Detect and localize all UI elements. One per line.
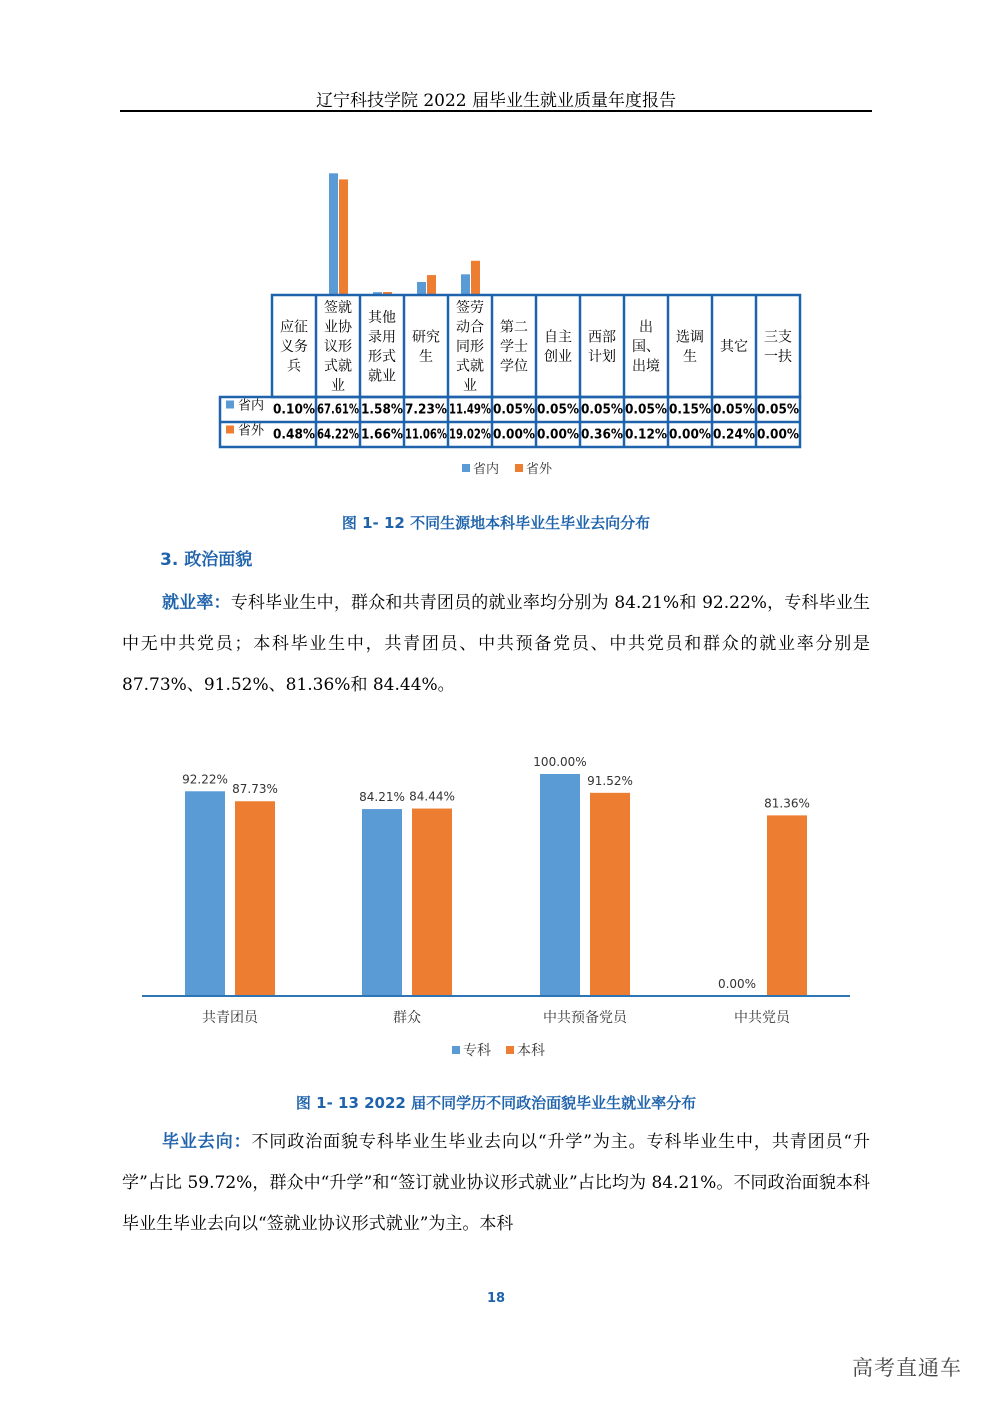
bar-in-province [417,282,426,295]
figure-1-13-caption: 图 1- 13 2022 届不同学历不同政治面貌毕业生就业率分布 [295,1094,697,1112]
header-rule [120,110,872,112]
table-value: 0.00% [537,427,579,443]
table-value: 0.05% [537,402,579,418]
page-header-title: 辽宁科技学院 2022 届毕业生就业质量年度报告 [315,91,677,111]
bar-value-label: 91.52% [587,773,633,788]
x-axis-category-label: 中共预备党员 [543,1010,627,1026]
table-category-label: 其它 [720,339,748,355]
table-category-label: 选调生 [676,329,704,365]
destination-paragraph [122,1122,870,1245]
table-value: 64.22% [317,427,359,443]
table-value: 11.49% [449,402,491,418]
x-axis-category-label: 共青团员 [202,1010,258,1026]
employment-rate-lead: 就业率： [162,593,231,613]
legend-swatch-vocational [452,1046,460,1054]
table-value: 1.58% [361,402,403,418]
table-value: 0.05% [713,402,755,418]
bar-value-label: 84.21% [359,790,405,805]
table-value: 1.66% [361,427,403,443]
bar-in-province [329,173,338,295]
bar-in-province [461,274,470,295]
table-legend-swatch [226,426,234,434]
table-category-label: 应征义务兵 [280,319,308,375]
table-value: 0.05% [625,402,667,418]
table-value: 67.61% [317,402,359,418]
legend-label: 省外 [526,462,553,477]
table-value: 0.05% [493,402,535,418]
table-series-label: 省外 [238,423,265,439]
bar-undergraduate [590,793,630,996]
bar-value-label: 0.00% [717,977,757,991]
table-category-label: 签劳动合同形式就业 [456,300,484,394]
table-value: 0.24% [713,427,755,443]
legend-swatch-out-province [515,464,523,472]
bar-undergraduate [412,809,452,996]
bar-vocational [540,774,580,996]
table-value: 0.10% [273,402,315,418]
destination-text: 不同政治面貌专科毕业生毕业去向以“升学”为主。专科毕业生中，共青团员“升学”占比 59.72%，群众中“升学”和“签订就业协议形式就业”占比均为 84.21%。不同政治面貌本科毕业生毕业去向以“签就业协议形式就业”为主。本科 [122,1132,871,1234]
table-value: 19.02% [449,427,491,443]
bar-value-label: 84.44% [409,789,455,804]
legend-label: 本科 [517,1043,545,1059]
bar-vocational [185,791,225,996]
figure-1-12-caption: 图 1- 12 不同生源地本科毕业生毕业去向分布 [341,514,651,532]
bar-value-label: 81.36% [764,796,810,811]
employment-rate-text: 专科毕业生中，群众和共青团员的就业率均分别为 84.21%和 92.22%，专科毕业生中无中共党员；本科毕业生中，共青团员、中共预备党员、中共党员和群众的就业率分别是 87.73%、91.52%、81.36%和 84.44%。 [122,593,871,695]
x-axis-category-label: 中共党员 [734,1010,790,1026]
table-category-label: 研究生 [412,329,440,365]
table-value: 7.23% [405,402,447,418]
legend-label: 专科 [463,1043,491,1059]
table-value: 0.05% [757,402,799,418]
table-value: 0.12% [625,427,667,443]
legend-swatch-undergraduate [506,1046,514,1054]
x-axis-category-label: 群众 [393,1010,421,1026]
watermark-text: 高考直通车 [852,1356,962,1380]
table-legend-swatch [226,401,234,409]
table-category-label: 签就业协议形式就业 [324,300,352,394]
political-status-chart [0,740,992,1070]
table-value: 11.06% [405,427,447,443]
destination-lead: 毕业去向： [162,1132,252,1152]
legend-label: 省内 [473,462,500,477]
bar-value-label: 87.73% [232,782,278,797]
page-number: 18 [486,1291,506,1306]
employment-rate-paragraph [122,583,870,706]
origin-destination-chart [0,120,992,500]
table-value: 0.36% [581,427,623,443]
table-value: 0.00% [669,427,711,443]
table-value: 0.00% [757,427,799,443]
table-category-label: 出国、出境 [632,319,660,375]
legend-swatch-in-province [462,464,470,472]
bar-vocational [362,809,402,996]
bar-undergraduate [767,815,807,996]
table-value: 0.15% [669,402,711,418]
table-category-label: 西部计划 [588,329,616,365]
table-category-label: 三支一扶 [764,329,792,365]
table-value: 0.48% [273,427,315,443]
table-series-label: 省内 [238,398,265,414]
bar-out-province [471,261,480,295]
table-value: 0.05% [581,402,623,418]
table-value: 0.00% [493,427,535,443]
bar-undergraduate [235,801,275,996]
bar-out-province [339,179,348,295]
table-category-label: 第二学士学位 [500,319,528,375]
bar-out-province [427,275,436,295]
bar-value-label: 100.00% [533,755,587,769]
section-heading: 3. 政治面貌 [160,550,253,570]
bar-value-label: 92.22% [182,772,228,787]
table-category-label: 其他录用形式就业 [368,309,396,385]
table-category-label: 自主创业 [544,329,572,365]
